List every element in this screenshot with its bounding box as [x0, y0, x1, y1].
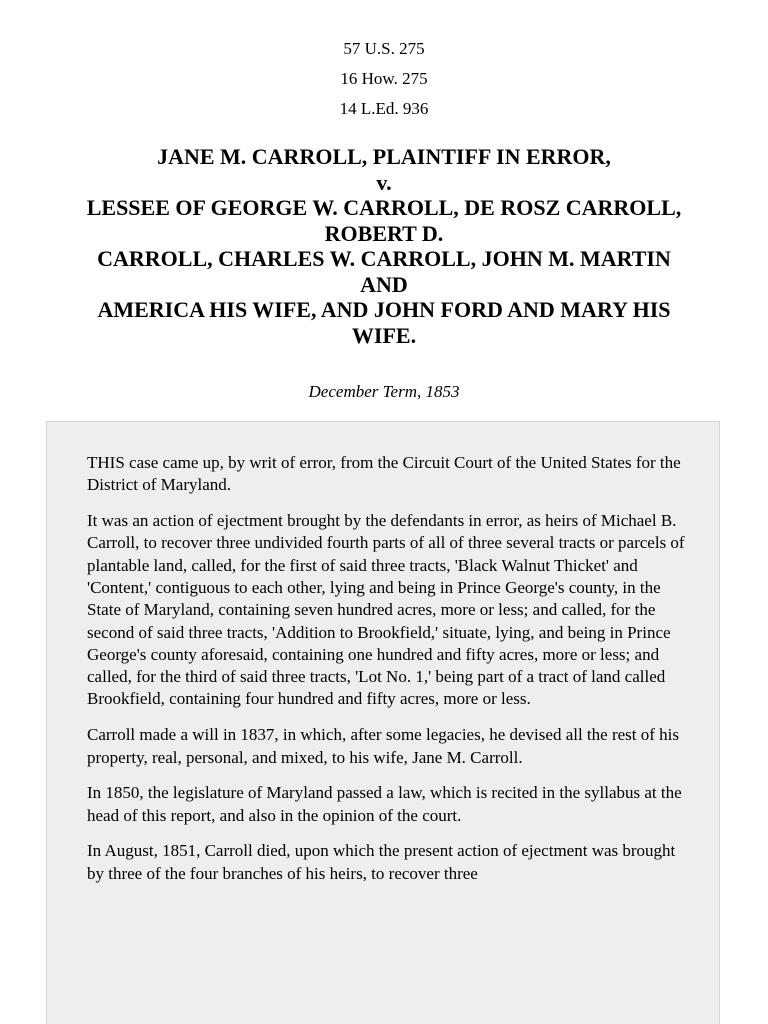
title-line: LESSEE OF GEORGE W. CARROLL, DE ROSZ CARROLL,	[86, 195, 682, 220]
title-line: CARROLL, CHARLES W. CARROLL, JOHN M. MARTIN	[97, 246, 671, 271]
summary-paragraph: In 1850, the legislature of Maryland passed a law, which is recited in the syllabus at the head of this report, and also in the opinion of the court.	[87, 783, 682, 825]
citation-howard: 16 How. 275	[340, 69, 428, 88]
case-summary-text	[87, 452, 687, 899]
summary-paragraph: In August, 1851, Carroll died, upon which the present action of ejectment was brought by three of the four branches of his heirs, to recover three	[87, 841, 676, 883]
title-line: JANE M. CARROLL, PLAINTIFF IN ERROR,	[157, 144, 611, 169]
title-line: v.	[376, 169, 392, 195]
summary-paragraph: THIS case came up, by writ of error, from the Circuit Court of the United States for the District of Maryland.	[87, 453, 681, 495]
summary-paragraph: It was an action of ejectment brought by the defendants in error, as heirs of Michael B. Carroll, to recover three undivided fourth parts of all of three several tracts or parcels of plantable land, called, for the first of said three tracts, 'Black Walnut Thicket' and 'Content,' contiguous to each other, lying and being in Prince George's county, in the State of Maryland, containing seven hundred acres, more or less; and called, for the second of said three tracts, 'Addition to Brookfield,' situate, lying, and being in Prince George's county aforesaid, containing one hundred and fifty acres, more or less; and called, for the third of said three tracts, 'Lot No. 1,' being part of a tract of land called Brookfield, containing four hundred and fifty acres, more or less.	[87, 511, 685, 709]
citation-lawyers-edition: 14 L.Ed. 936	[339, 99, 429, 118]
case-summary-panel	[46, 421, 720, 1024]
title-line: AMERICA HIS WIFE, AND JOHN FORD AND MARY HIS	[97, 297, 671, 322]
case-title	[30, 144, 738, 348]
title-line: AND	[360, 271, 408, 297]
title-line: WIFE.	[351, 322, 417, 348]
title-line: ROBERT D.	[324, 220, 444, 246]
case-citations	[0, 34, 768, 124]
citation-us-reports: 57 U.S. 275	[343, 39, 425, 58]
court-term: December Term, 1853	[308, 382, 460, 401]
summary-paragraph: Carroll made a will in 1837, in which, after some legacies, he devised all the rest of his property, real, personal, and mixed, to his wife, Jane M. Carroll.	[87, 725, 679, 767]
